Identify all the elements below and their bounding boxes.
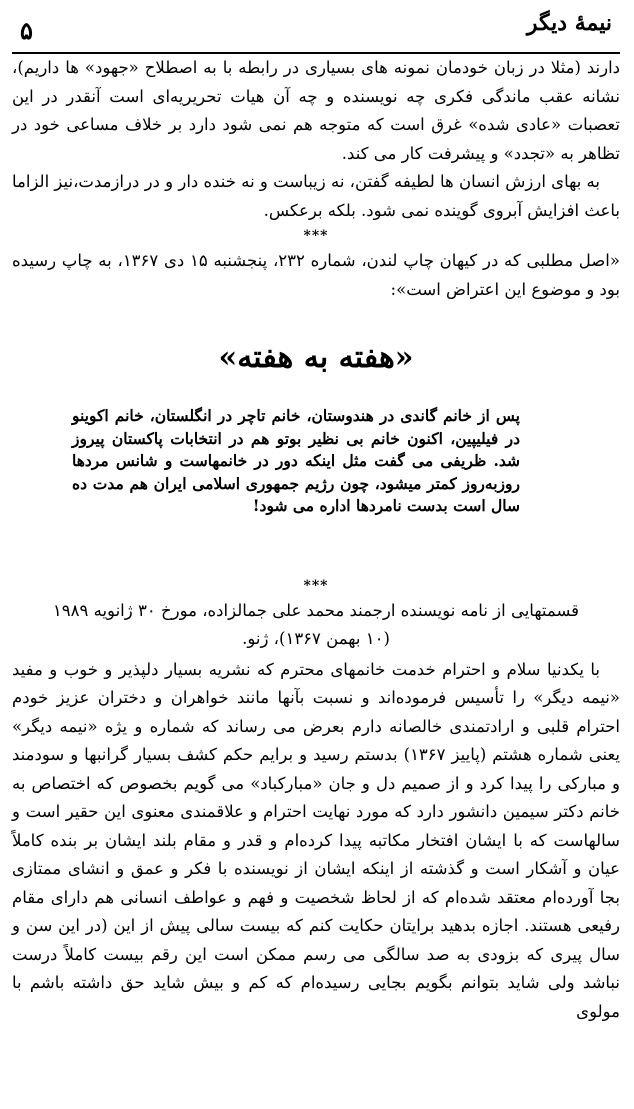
letter-body bbox=[12, 656, 620, 1027]
letter-caption-line-1: قسمتهایی از نامه نویسنده ارجمند محمد علی جمالزاده، مورخ ۳۰ ژانویه ۱۹۸۹ bbox=[52, 600, 580, 620]
paragraph-3: «اصل مطلبی که در کیهان چاپ لندن، شماره ۲۳۲، پنجشنبه ۱۵ دی ۱۳۶۷، به چاپ رسیده بود و موضوع این اعتراض است»: bbox=[12, 251, 620, 299]
page-header bbox=[12, 0, 620, 54]
section-separator: *** bbox=[303, 577, 329, 594]
page-number: ۵ bbox=[20, 16, 33, 45]
page-title: نیمهٔ دیگر bbox=[526, 10, 612, 36]
quoted-headline: «هفته به هفته» bbox=[218, 340, 414, 375]
paragraph-2: به بهای ارزش انسان ها لطیفه گفتن، نه زیباست و نه خنده دار و در درازمدت،نیز الزاما باعث افزایش آبروی گوینده نمی شود. بلکه برعکس. bbox=[12, 172, 620, 220]
article-body bbox=[12, 54, 620, 304]
paragraph-1: دارند (مثلا در زبان خودمان نمونه های بسیاری در رابطه با به اصطلاح «جهود» ها داریم)، نشانه عقب ماندگی فکری چه نویسنده و چه آن هیات تحریریه‌ای است آنقدر در این تعصبات «عادی شده» غرق است که متوجه هم نمی شود دارد بر خلاف مساعی خود در تظاهر به «تجدد» و پیشرفت کار می کند. bbox=[12, 58, 620, 163]
section-separator: *** bbox=[303, 228, 329, 244]
letter-paragraph: با یکدنیا سلام و احترام خدمت خانمهای محترم که نشریه بسیار دلپذیر و خوب و مفید «نیمه دیگر» را تأسیس فرموده‌اند و نسبت بآنها مانند خواهران و دختران عزیز خودم احترام قلبی و ارادتمندی خالصانه دارم بعرض می رساند که شماره و یژه «نیمه دیگر» یعنی شماره هشتم (پاییز ۱۳۶۷) بدستم رسید و برایم حکم کشف بسیار گرانبها و سودمند و مبارکی را پیدا کرد و از صمیم دل و جان «مبارکباد» می گویم بخصوص که اختصاص به خانم دکتر سیمین دانشور دارد که مورد نهایت احترام و علاقمندی معنوی این حقیر است و سالهاست که با ایشان افتخار مکاتبه پیدا کرده‌ام و قدر و مقام بلند ایشان بر بنده کاملاً عیان و آشکار است و گذشته از اینکه ایشان از نویسنده با فکر و عمق و انشای ممتازی بجا آورده‌ام معتقد شده‌ام که از لحاظ شخصیت و فهم و عواطف انسانی هم دارای مقام رفیعی هستند. اجازه بدهید برایتان حکایت کنم که بیست سالی پیش از این (در این سن و سال پیری که بزودی به صد سالگی می رسم ممکن است این رقم بیست کاملاً درست نباشد ولی شاید بتوانم بگویم بجایی رسیده‌ام که کم و بیش شاید حق داشته باشم با مولوی bbox=[12, 659, 620, 1021]
quoted-excerpt: پس از خانم گاندی در هندوستان، خانم تاچر در انگلستان، خانم اکوینو در فیلیپین، اکنون خانم بی نظیر بوتو هم در انتخابات پاکستان پیروز شد. ظریفی می گفت مثل اینکه دور در خانمهاست و شانس مردها روزبه‌روز کمتر میشود، چون رژیم جمهوری اسلامی ایران هم مدت ده سال است بدست نامردها اداره می شود! bbox=[72, 406, 520, 516]
letter-caption-line-2: (۱۰ بهمن ۱۳۶۷)، ژنو. bbox=[242, 629, 390, 649]
